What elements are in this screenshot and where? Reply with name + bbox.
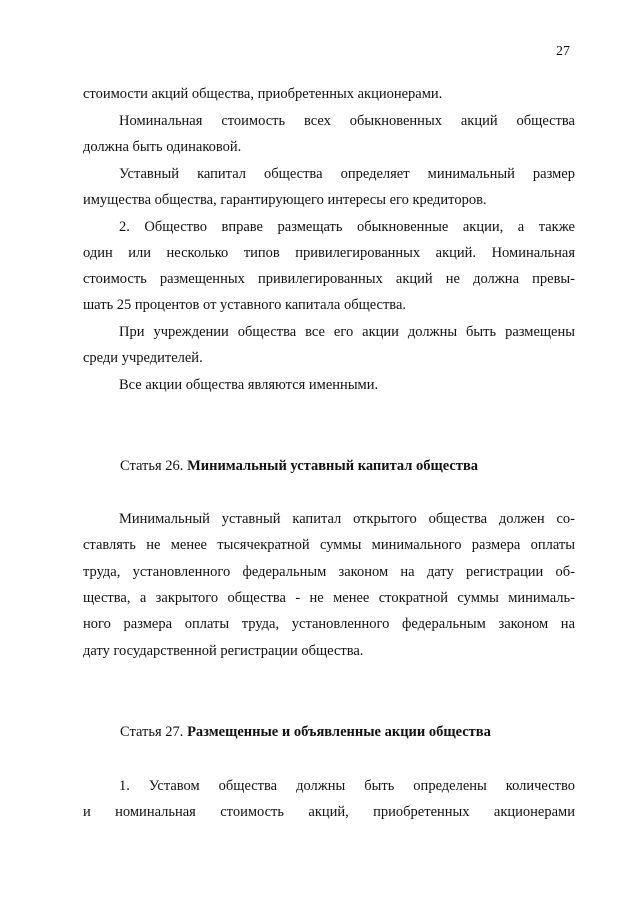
article-heading <box>120 724 491 741</box>
text-line: щества, а закрытого общества - не менее стократной суммы минималь- <box>83 590 575 606</box>
text-line: стоимость размещенных привилегированных акций не должна превы- <box>83 271 575 287</box>
text-line: труда, установленного федеральным законом на дату регистрации об- <box>83 564 575 580</box>
text-line: 1. Уставом общества должны быть определены количество <box>119 778 575 794</box>
text-line: стоимости акций общества, приобретенных акционерами. <box>83 86 443 102</box>
text-line: 2. Общество вправе размещать обыкновенные акции, а также <box>119 219 575 235</box>
article-title: Минимальный уставный капитал общества <box>187 458 479 474</box>
text-line: Уставный капитал общества определяет минимальный размер <box>119 166 575 182</box>
text-line: При учреждении общества все его акции должны быть размещены <box>119 324 575 340</box>
page-number: 27 <box>556 44 570 59</box>
article-number: Статья 27. <box>120 724 188 740</box>
text-line: дату государственной регистрации общества. <box>83 643 364 659</box>
text-line: должна быть одинаковой. <box>83 139 242 155</box>
text-line: и номинальная стоимость акций, приобретенных акционерами <box>83 804 575 820</box>
text-line: Все акции общества являются именными. <box>119 377 379 393</box>
article-title: Размещенные и объявленные акции общества <box>187 724 491 740</box>
text-line: шать 25 процентов от уставного капитала общества. <box>83 297 407 313</box>
text-line: Номинальная стоимость всех обыкновенных акций общества <box>119 113 575 129</box>
text-line: среди учредителей. <box>83 350 203 366</box>
text-line: ставлять не менее тысячекратной суммы минимального размера оплаты <box>83 537 575 553</box>
article-number: Статья 26. <box>120 458 188 474</box>
article-heading <box>120 458 478 475</box>
text-line: один или несколько типов привилегированных акций. Номинальная <box>83 245 575 261</box>
text-line: ного размера оплаты труда, установленного федеральным законом на <box>83 616 575 632</box>
text-line: Минимальный уставный капитал открытого общества должен со- <box>119 511 575 527</box>
text-line: имущества общества, гарантирующего интересы его кредиторов. <box>83 192 487 208</box>
